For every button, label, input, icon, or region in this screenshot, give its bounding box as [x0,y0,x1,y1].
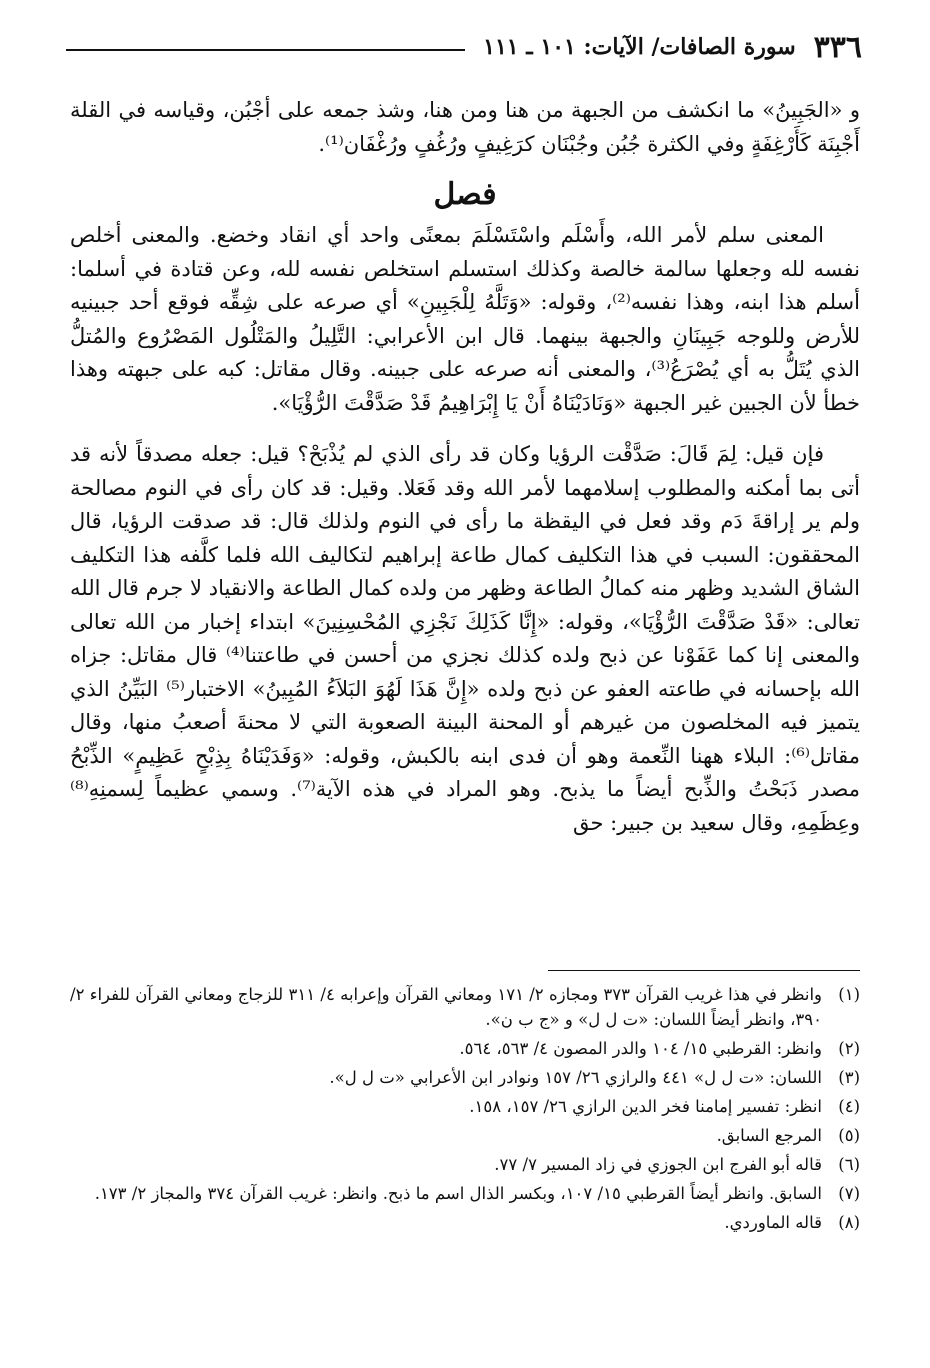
paragraph-gap [70,420,860,438]
page-number: ٣٣٦ [813,29,862,65]
footnote-5 [70,1123,860,1148]
footnote-3 [70,1065,860,1090]
footnote-text: السابق. وانظر أيضاً القرطبي ١٥/ ١٠٧، وبكسر الذال اسم ما ذبح. وانظر: غريب القرآن ٣٧٤ والمجاز ٢/ ١٧٣. [94,1184,822,1203]
footnote-2 [70,1036,860,1061]
footnote-1 [70,982,860,1032]
footnote-number: (٢) [838,1039,860,1058]
footnote-text: قاله الماوردي. [724,1213,822,1232]
paragraph-1: و «الجَبِينُ» ما انكشف من الجبهة من هنا ومن هنا، وشذ جمعه على أجْبُن، وقياسه في القلة أَجْبِنَة كَأَرْغِفَةٍ وفي الكثرة جُبُن وجُبْنَان كرَغِيفٍ ورُغُفٍ ورُغْفَان⁽¹⁾. [70,98,860,156]
footnote-text: اللسان: «ت ل ل» ٤٤١ والرازي ٢٦/ ١٥٧ ونوادر ابن الأعرابي «ت ل ل». [329,1068,822,1087]
section-title: فصل [433,177,497,212]
footnote-8 [70,1210,860,1235]
footnote-number: (١) [838,985,860,1004]
paragraph-3: فإن قيل: لِمَ قَالَ: صَدَّقْت الرؤيا وكان قد رأى الذي لم يُذْبَحْ؟ قيل: جعله مصدقاً لأنه قد أتى بما أمكنه والمطلوب إسلامهما لأمر الله وقد فَعَلا. وقيل: قد كان رأى في النوم مصالحة ولم ير إراقةَ دَم وقد فعل في اليقظة ما رأى في النوم ولذلك قال: قد صدقت الرؤيا، قال المحققون: السبب في هذا التكليف كمال طاعة إبراهيم لتكاليف الله فلما كلَّفه هذا التكليف الشاق الشديد وظهر منه كمالُ الطاعة وظهر من ولده كمال الطاعة والانقياد لا جرم قال الله تعالى: «قَدْ صَدَّقْتَ الرُّؤْيَا»، وقوله: «إِنَّا كَذَلِكَ نَجْزِي المُحْسِنِينَ» ابتداء إخبار من الله تعالى والمعنى إنا كما عَفَوْنا عن ذبح ولده كذلك نجزي من أحسن في طاعتنا⁽⁴⁾ قال مقاتل: جزاه الله بإحسانه في طاعته العفو عن ذبح ولده «إِنَّ هَذَا لَهُوَ البَلاَءُ المُبِينُ» الاختبار⁽⁵⁾ البَيِّنُ الذي يتميز فيه المخلصون من غيرهم أو المحنة البينة الصعوبة التي لا محنةَ أصعبُ منها، وقال مقاتل⁽⁶⁾: البلاء ههنا النِّعمة وهو أن فدى ابنه بالكبش، وقوله: «وَفَدَيْنَاهُ بِذِبْحٍ عَظِيمٍ» الذِّبْحُ مصدر ذَبَحْتُ والذِّبح أيضاً ما يذبح. وهو المراد في هذه الآية⁽⁷⁾. وسمي عظيماً لِسمنِهِ⁽⁸⁾ وعِظَمِهِ، وقال سعيد بن جبير: حق [70,442,860,835]
footnote-text: انظر: تفسير إمامنا فخر الدين الرازي ٢٦/ ١٥٧، ١٥٨. [469,1097,822,1116]
footnote-4 [70,1094,860,1119]
header-title: سورة الصافات/ الآيات: ١٠١ ـ ١١١ [483,34,796,60]
footnote-number: (٣) [838,1068,860,1087]
footnotes [70,982,860,1239]
footnote-6 [70,1152,860,1177]
footnote-number: (٤) [838,1097,860,1116]
footnote-number: (٦) [838,1155,860,1174]
footnote-number: (٨) [838,1213,860,1232]
paragraph-2: المعنى سلم لأمر الله، وأَسْلَم واسْتَسْلَمَ بمعنًى واحد أي انقاد وخضع. والمعنى أخلص نفسه لله وجعلها سالمة خالصة وكذلك استسلم استخلص نفسه لله، وعن قتادة في أسلما: أسلم هذا ابنه، وهذا نفسه⁽²⁾، وقوله: «وَتَلَّهُ لِلْجَبِينِ» أي صرعه على شِقِّه فوقع أحد جبينيه للأرض وللوجه جَبِينَانِ والجبهة بينهما. قال ابن الأعرابي: التَّلِيلُ والمَتْلُول المَصْرُوع والمُتلُّ الذي يُتَلُّ به أي يُصْرَعُ⁽³⁾، والمعنى أنه صرعه على جبينه. وقال مقاتل: كبه على جبهته وهذا خطأ لأن الجبين غير الجبهة «وَنَادَيْنَاهُ أَنْ يَا إِبْرَاهِيمُ قَدْ صَدَّقْتَ الرُّؤْيَا». [70,223,860,415]
footnote-text: وانظر: القرطبي ١٥/ ١٠٤ والدر المصون ٤/ ٥٦٣، ٥٦٤. [459,1039,822,1058]
main-text [70,94,860,840]
footnote-text: قاله أبو الفرج ابن الجوزي في زاد المسير ٧/ ٧٧. [494,1155,822,1174]
footnote-text: وانظر في هذا غريب القرآن ٣٧٣ ومجازه ٢/ ١٧١ ومعاني القرآن وإعرابه ٤/ ٣١١ للزجاج ومعاني القرآن للفراء ٢/ ٣٩٠، وانظر أيضاً اللسان: «ت ل ل» و «ج ب ن». [70,985,822,1029]
footnote-number: (٥) [838,1126,860,1145]
footnote-divider [548,970,860,971]
footnote-7 [70,1181,860,1206]
header-rule [66,49,465,51]
footnote-number: (٧) [838,1184,860,1203]
footnote-text: المرجع السابق. [716,1126,822,1145]
running-header [66,26,862,68]
